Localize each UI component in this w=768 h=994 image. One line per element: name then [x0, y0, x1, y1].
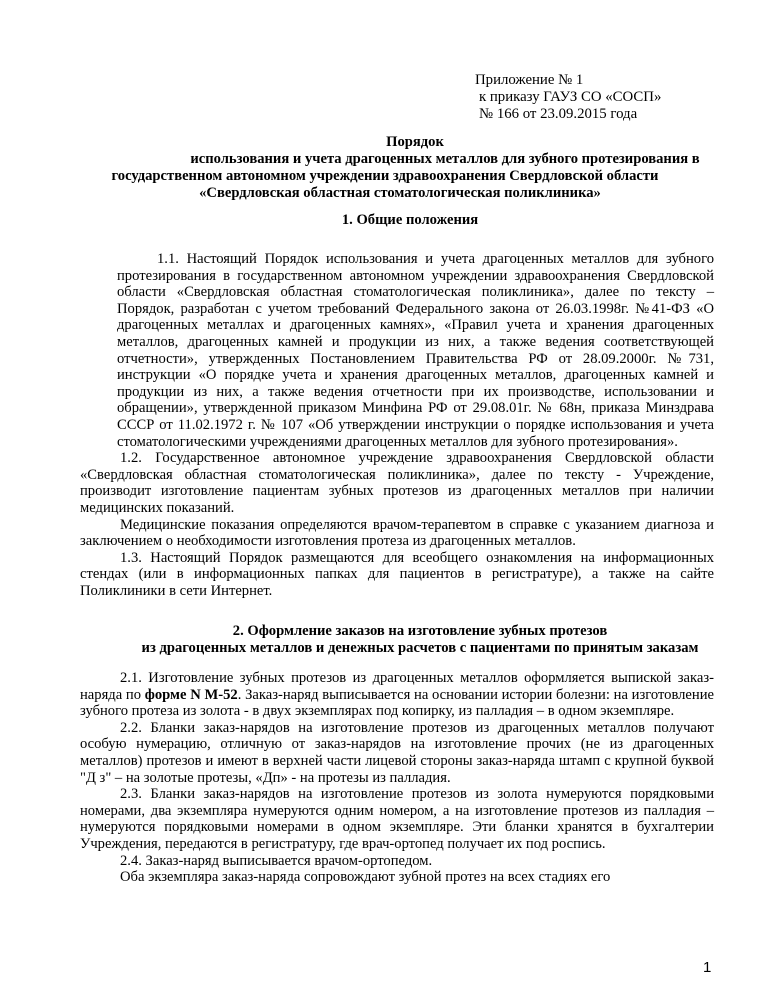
- paragraph-2-1-text-a: 2.1. Изготовление зубных протезов из драгоценных металлов оформляется выпиской заказ-наряда по: [80, 670, 714, 703]
- section-2-heading-line-2: из драгоценных металлов и денежных расчетов с пациентами по принятым заказам: [141, 640, 699, 656]
- paragraph-1-1-text: 1.1. Настоящий Порядок использования и учета драгоценных металлов для зубного протезирования в государственном автономном учреждении здравоохранения Свердловской области «Свердловская областная стоматологическая поликлиника», далее по тексту – Порядок, разработан с учетом требований Федерального закона от 26.03.1998г. №41-ФЗ «О драгоценных металлах и драгоценных камнях», «Правил учета и хранения драгоценных металлов, драгоценных камней и продукции из них, а также ведения соответствующей отчетности», утвержденных Постановлением Правительства РФ от 28.09.2000г. №731, инструкции «О порядке учета и хранения драгоценных металлов, драгоценных камней и продукции из них, а также ведения отчетности при их производстве, использовании и обращении», утвержденной приказом Минфина РФ от 29.08.01г. № 68н, приказа Минздрава СССР от 11.02.1972 г. № 107 «Об утверждении инструкции о порядке использования и учета стоматологическими учреждениями драгоценных металлов для зубного протезирования».: [117, 251, 714, 450]
- section-2-body: [80, 670, 714, 886]
- paragraph-1-3: [80, 550, 714, 600]
- page-number: 1: [703, 959, 712, 976]
- paragraph-2-2-text: 2.2. Бланки заказ-нарядов на изготовление протезов из драгоценных металлов получают особую нумерацию, отличную от заказ-нарядов на изготовление прочих (не из драгоценных металлов) протезов и имеют в верхней части лицевой стороны заказ-наряда штамп с крупной буквой "Д з" – на золотые протезы, «Дп» - на протезы из палладия.: [80, 719, 714, 786]
- paragraph-2-4-text: 2.4. Заказ-наряд выписывается врачом-ортопедом.: [120, 852, 433, 869]
- document-title: [95, 134, 735, 202]
- section-1-heading: 1. Общие положения: [341, 212, 479, 228]
- paragraph-1-2b: [80, 517, 714, 550]
- paragraph-1-1: [80, 251, 714, 450]
- section-1-body: [80, 251, 714, 599]
- paragraph-1-2-text: 1.2. Государственное автономное учреждение здравоохранения Свердловской области «Свердловская областная стоматологическая поликлиника», далее по тексту - Учреждение, производит изготовление пациентам зубных протезов из драгоценных металлов при наличии медицинских показаний.: [80, 450, 714, 516]
- form-reference: форме N М-52: [144, 686, 238, 703]
- paragraph-2-4b: [80, 869, 714, 886]
- appendix-header: [475, 72, 735, 123]
- title-line-1: Порядок: [386, 134, 444, 150]
- paragraph-2-1-text-b: . Заказ-наряд выписывается на основании истории болезни: на изготовление зубного протеза из золота - в двух экземплярах под копирку, из палладия – в одном экземпляре.: [80, 686, 714, 720]
- paragraph-2-3: [80, 786, 714, 852]
- title-line-2: использования и учета драгоценных металлов для зубного протезирования в: [190, 151, 700, 167]
- appendix-line-3: № 166 от 23.09.2015 года: [479, 106, 638, 122]
- paragraph-2-4b-text: Оба экземпляра заказ-наряда сопровождают зубной протез на всех стадиях его: [120, 869, 611, 886]
- paragraph-1-2b-text: Медицинские показания определяются врачом-терапевтом в справке с указанием диагноза и заключением о необходимости изготовления протеза из драгоценных металлов.: [80, 516, 714, 550]
- section-2-heading: [100, 623, 740, 657]
- appendix-line-1: Приложение № 1: [475, 72, 584, 88]
- title-line-4: «Свердловская областная стоматологическая поликлиника»: [199, 185, 601, 201]
- appendix-line-2: к приказу ГАУЗ СО «СОСП»: [479, 89, 662, 105]
- paragraph-1-2: [80, 450, 714, 516]
- paragraph-2-2: [80, 720, 714, 786]
- title-line-3: государственном автономном учреждении здравоохранения Свердловской области: [111, 168, 659, 184]
- paragraph-2-4: [80, 853, 714, 870]
- paragraph-2-1: [80, 670, 714, 720]
- paragraph-2-3-text: 2.3. Бланки заказ-нарядов на изготовление протезов из золота нумеруются порядковыми номерами, два экземпляра нумеруются одним номером, а на изготовление протезов из палладия – нумеруются порядковыми номерами в одном экземпляре. Эти бланки хранятся в бухгалтерии Учреждения, передаются в регистратуру, где врач-ортопед получает их под роспись.: [80, 786, 714, 852]
- paragraph-1-3-text: 1.3. Настоящий Порядок размещаются для всеобщего ознакомления на информационных стендах (или в информационных папках для пациентов в регистратуре), а также на сайте Поликлиники в сети Интернет.: [80, 549, 714, 599]
- section-2-heading-line-1: 2. Оформление заказов на изготовление зубных протезов: [232, 623, 608, 639]
